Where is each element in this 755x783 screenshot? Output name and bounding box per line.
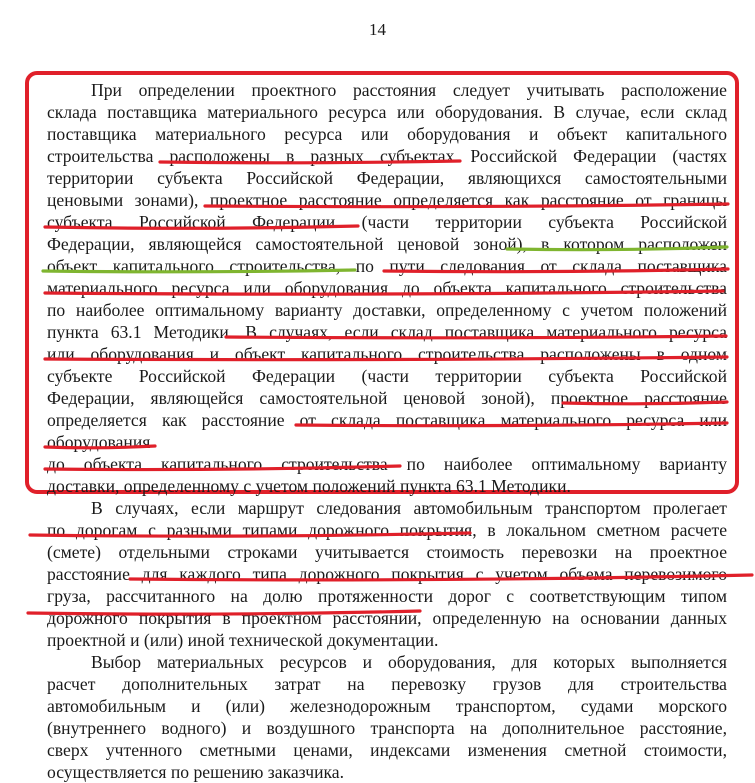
text-line: расчет дополнительных затрат на перевозку грузов для строительства [47, 674, 727, 694]
text-line: В случаях, если маршрут следования автомобильным транспортом пролегает [91, 498, 727, 518]
page-number: 14 [369, 20, 386, 39]
text-line: до объекта капитального строительства по наиболее оптимальному варианту [47, 454, 727, 474]
text-line: территории субъекта Российской Федерации, являющихся самостоятельными [47, 168, 727, 188]
text-line: осуществляется по решению заказчика. [47, 762, 345, 782]
text-line: Федерации, являющейся самостоятельной ценовой зоной), в котором расположен [47, 234, 727, 254]
text-line: материального ресурса или оборудования до объекта капитального строительства [47, 278, 727, 298]
text-line: сверх учтенного сметными ценами, индексами изменения сметной стоимости, [47, 740, 727, 760]
text-line: Федерации, являющейся самостоятельной ценовой зоной), проектное расстояние [47, 388, 727, 408]
text-line: или оборудования и объект капитального строительства расположены в одном [47, 344, 727, 364]
text-line: определяется как расстояние от склада поставщика материального ресурса или [47, 410, 727, 430]
text-line: (внутреннего водного) и воздушного транспорта на дополнительное расстояние, [47, 718, 727, 738]
text-line: поставщика материального ресурса или оборудования и объект капитального [47, 124, 727, 144]
text-line: оборудования [47, 432, 151, 452]
text-line: При определении проектного расстояния следует учитывать расположение [91, 80, 727, 100]
text-line: строительства расположены в разных субъектах Российской Федерации (частях [47, 146, 727, 166]
text-line: по дорогам с разными типами дорожного покрытия, в локальном сметном расчете [47, 520, 727, 540]
text-line: автомобильным и (или) железнодорожным транспортом, судами морского [47, 696, 727, 716]
text-line: груза, рассчитанного на долю протяженности дорог с соответствующим типом [47, 586, 727, 606]
text-line: ценовыми зонами), проектное расстояние определяется как расстояние от границы [47, 190, 727, 210]
text-line: склада поставщика материального ресурса или оборудования. В случае, если склад [47, 102, 727, 122]
text-line: доставки, определенному с учетом положений пункта 63.1 Методики. [47, 476, 571, 496]
text-line: объект капитального строительства, по пути следования от склада поставщика [47, 256, 727, 276]
text-line: проектной и (или) иной технической документации. [47, 630, 439, 650]
text-line: дорожного покрытия в проектном расстоянии, определенную на основании данных [47, 608, 727, 628]
text-line: субъекта Российской Федерации (части территории субъекта Российской [47, 212, 727, 232]
text-line: расстояние для каждого типа дорожного покрытия с учетом объема перевозимого [47, 564, 727, 584]
text-line: субъекте Российской Федерации (части территории субъекта Российской [47, 366, 727, 386]
text-line: пункта 63.1 Методики. В случаях, если склад поставщика материального ресурса [47, 322, 727, 342]
text-line: Выбор материальных ресурсов и оборудования, для которых выполняется [91, 652, 727, 672]
text-line: (смете) отдельными строками учитывается стоимость перевозки на проектное [47, 542, 727, 562]
text-line: по наиболее оптимальному варианту доставки, определенному с учетом положений [47, 300, 727, 320]
